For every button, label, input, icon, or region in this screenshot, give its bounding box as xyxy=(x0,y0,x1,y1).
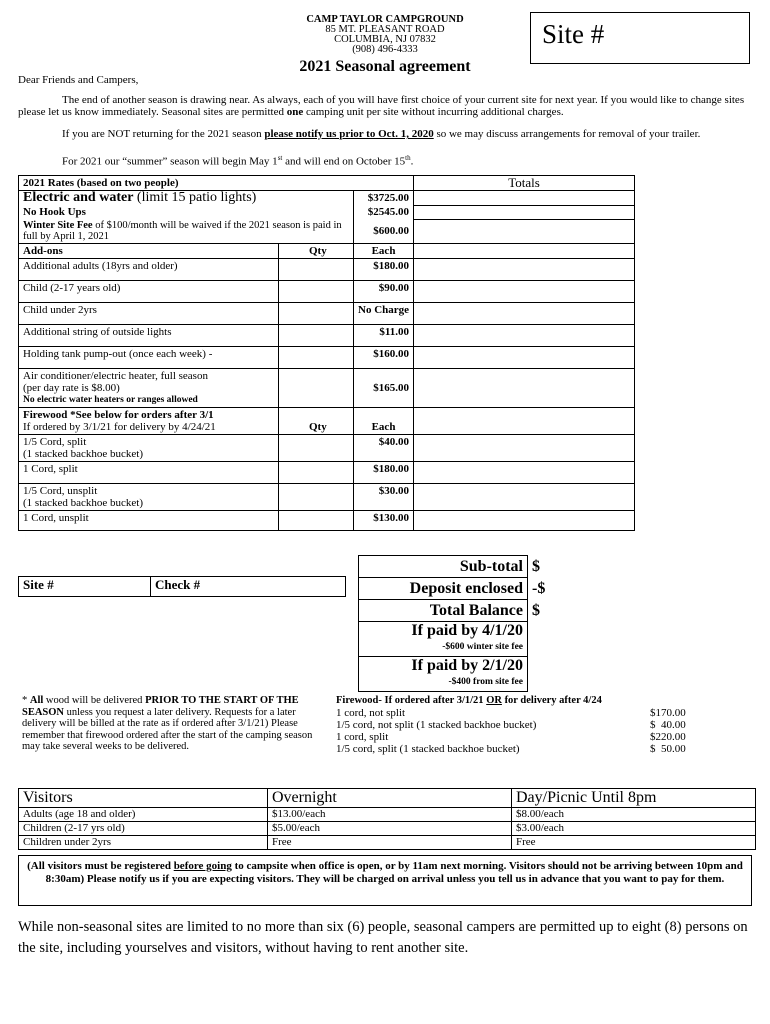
day-rate: $3.00/each xyxy=(512,822,756,836)
rates-heading: 2021 Rates (based on two people) xyxy=(19,176,414,191)
addon-price: No Charge xyxy=(354,303,414,325)
visitor-type: Children (2-17 yrs old) xyxy=(19,822,268,836)
each-header: Each xyxy=(354,244,414,259)
rates-table xyxy=(18,175,635,531)
paid-by-april-value[interactable] xyxy=(528,622,747,657)
letter-paragraph-2: If you are NOT returning for the 2021 season please notify us prior to Oct. 1, 2020 so we may discuss arrangements for removal of your trailer. xyxy=(62,128,701,140)
firewood-item-label: 1 Cord, split xyxy=(19,462,279,484)
address-line-2: COLUMBIA, NJ 07832 xyxy=(334,34,436,45)
check-number-field[interactable]: Check # xyxy=(151,577,346,597)
ac-heater-total[interactable] xyxy=(414,369,635,408)
paid-by-feb-value[interactable] xyxy=(528,657,747,692)
greeting: Dear Friends and Campers, xyxy=(18,74,139,86)
firewood-item-label: 1/5 Cord, unsplit (1 stacked backhoe bucket) xyxy=(19,484,279,511)
site-number-field[interactable]: Site # xyxy=(19,577,151,597)
addon-qty-input[interactable] xyxy=(279,303,354,325)
electric-water-label: Electric and water (limit 15 patio lights) xyxy=(19,191,354,206)
late-firewood-price: $170.00 xyxy=(650,707,686,719)
addon-label: Child under 2yrs xyxy=(19,303,279,325)
addon-label: Additional string of outside lights xyxy=(19,325,279,347)
addon-total[interactable] xyxy=(414,281,635,303)
letter-paragraph-1: The end of another season is drawing near. As always, each of you will have first choice of your current site for next year. If you would like to change sites please let us know immediately. Seasonal sites are permitted one camping unit per site without incurring additional charges. xyxy=(18,94,745,118)
summary-table xyxy=(358,555,747,692)
addon-qty-input[interactable] xyxy=(279,347,354,369)
phone-number: (908) 496-4333 xyxy=(352,44,418,55)
ac-heater-label: Air conditioner/electric heater, full season (per day rate is $8.00) No electric water heaters or ranges allowed xyxy=(19,369,279,408)
late-firewood-heading: Firewood- If ordered after 3/1/21 OR for delivery after 4/24 xyxy=(336,695,602,706)
firewood-item-total[interactable] xyxy=(414,511,635,531)
addon-total[interactable] xyxy=(414,303,635,325)
visitors-table xyxy=(18,788,756,850)
firewood-item-total[interactable] xyxy=(414,462,635,484)
letter-paragraph-3: For 2021 our “summer” season will begin May 1st and will end on October 15th. xyxy=(62,154,414,168)
firewood-item-label: 1/5 Cord, split (1 stacked backhoe bucket) xyxy=(19,435,279,462)
no-hookups-total[interactable] xyxy=(414,205,635,219)
totals-header: Totals xyxy=(414,176,635,191)
no-hookups-price: $2545.00 xyxy=(354,205,414,219)
paid-by-april-label: If paid by 4/1/20 -$600 winter site fee xyxy=(359,622,528,657)
ac-heater-price: $165.00 xyxy=(354,369,414,408)
addon-qty-input[interactable] xyxy=(279,281,354,303)
addon-label: Additional adults (18yrs and older) xyxy=(19,259,279,281)
site-number-box[interactable]: Site # xyxy=(530,12,750,64)
firewood-item-price: $40.00 xyxy=(354,435,414,462)
winter-fee-total[interactable] xyxy=(414,219,635,244)
firewood-qty-input[interactable] xyxy=(279,484,354,511)
day-rate: Free xyxy=(512,836,756,850)
firewood-each-header: Each xyxy=(354,408,414,435)
firewood-item-label: 1 Cord, unsplit xyxy=(19,511,279,531)
addon-price: $160.00 xyxy=(354,347,414,369)
address-line-1: 85 MT. PLEASANT ROAD xyxy=(325,24,445,35)
wood-delivery-note: * All wood will be delivered PRIOR TO THE START OF THE SEASON unless you request a later delivery. Requests for a later delivery will be billed at the rate as if ordered after 3/1/21) Please remember that firewood ordered after the start of the camping season may take several weeks to be delivered. xyxy=(22,695,313,752)
firewood-item-total[interactable] xyxy=(414,484,635,511)
firewood-qty-input[interactable] xyxy=(279,511,354,531)
subtotal-label: Sub-total xyxy=(359,556,528,578)
addon-price: $90.00 xyxy=(354,281,414,303)
deposit-label: Deposit enclosed xyxy=(359,578,528,600)
addon-qty-input[interactable] xyxy=(279,259,354,281)
late-firewood-item: 1/5 cord, split (1 stacked backhoe bucket) xyxy=(336,743,520,755)
occupancy-note: While non-seasonal sites are limited to no more than six (6) people, seasonal campers are permitted up to eight (8) persons on the site, including yourselves and visitors, without having to rent another site. xyxy=(18,919,748,956)
no-hookups-label: No Hook Ups xyxy=(19,205,354,219)
electric-water-price: $3725.00 xyxy=(354,191,414,206)
addon-label: Child (2-17 years old) xyxy=(19,281,279,303)
addon-total[interactable] xyxy=(414,347,635,369)
late-firewood-item: 1/5 cord, not split (1 stacked backhoe bucket) xyxy=(336,719,537,731)
late-firewood-item: 1 cord, not split xyxy=(336,707,406,719)
addon-qty-input[interactable] xyxy=(279,325,354,347)
addon-price: $11.00 xyxy=(354,325,414,347)
firewood-qty-input[interactable] xyxy=(279,462,354,484)
addon-total[interactable] xyxy=(414,259,635,281)
firewood-item-total[interactable] xyxy=(414,435,635,462)
visitor-registration-note: (All visitors must be registered before going to campsite when office is open, or by 11am next morning. Visitors should not be arriving between 10pm and 8:30am) Please notify us if you are expecting visitors. They will be charged on arrival unless you tell us in advance that you want to pay for them. xyxy=(18,855,752,906)
winter-fee-price: $600.00 xyxy=(354,219,414,244)
addons-header: Add-ons xyxy=(19,244,279,259)
firewood-item-price: $130.00 xyxy=(354,511,414,531)
camp-name: CAMP TAYLOR CAMPGROUND xyxy=(306,14,464,25)
winter-fee-label: Winter Site Fee of $100/month will be waived if the 2021 season is paid in full by April 1, 2021 xyxy=(19,219,354,244)
late-firewood-price: $ 50.00 xyxy=(650,743,686,755)
overnight-rate: $13.00/each xyxy=(268,808,512,822)
balance-label: Total Balance xyxy=(359,600,528,622)
visitor-type: Children under 2yrs xyxy=(19,836,268,850)
firewood-qty-header: Qty xyxy=(279,408,354,435)
firewood-item-price: $30.00 xyxy=(354,484,414,511)
day-rate: $8.00/each xyxy=(512,808,756,822)
visitor-type: Adults (age 18 and older) xyxy=(19,808,268,822)
overnight-rate: Free xyxy=(268,836,512,850)
late-firewood-item: 1 cord, split xyxy=(336,731,389,743)
balance-value[interactable]: $ xyxy=(532,602,540,619)
day-picnic-header: Day/Picnic Until 8pm xyxy=(512,789,756,808)
firewood-item-price: $180.00 xyxy=(354,462,414,484)
overnight-header: Overnight xyxy=(268,789,512,808)
addon-price: $180.00 xyxy=(354,259,414,281)
firewood-qty-input[interactable] xyxy=(279,435,354,462)
firewood-heading: Firewood *See below for orders after 3/1 If ordered by 3/1/21 for delivery by 4/24/21 xyxy=(19,408,279,435)
ac-heater-qty-input[interactable] xyxy=(279,369,354,408)
late-firewood-price: $220.00 xyxy=(650,731,686,743)
paid-by-feb-label: If paid by 2/1/20 -$400 from site fee xyxy=(359,657,528,692)
electric-water-total[interactable] xyxy=(414,191,635,206)
qty-header: Qty xyxy=(279,244,354,259)
subtotal-value[interactable]: $ xyxy=(532,558,540,575)
overnight-rate: $5.00/each xyxy=(268,822,512,836)
late-firewood-prices xyxy=(336,695,696,755)
addon-label: Holding tank pump-out (once each week) - xyxy=(19,347,279,369)
addon-total[interactable] xyxy=(414,325,635,347)
late-firewood-price: $ 40.00 xyxy=(650,719,686,731)
site-check-table xyxy=(18,576,346,597)
visitors-header: Visitors xyxy=(19,789,268,808)
deposit-value[interactable]: -$ xyxy=(532,580,546,597)
page-title: 2021 Seasonal agreement xyxy=(299,58,471,75)
